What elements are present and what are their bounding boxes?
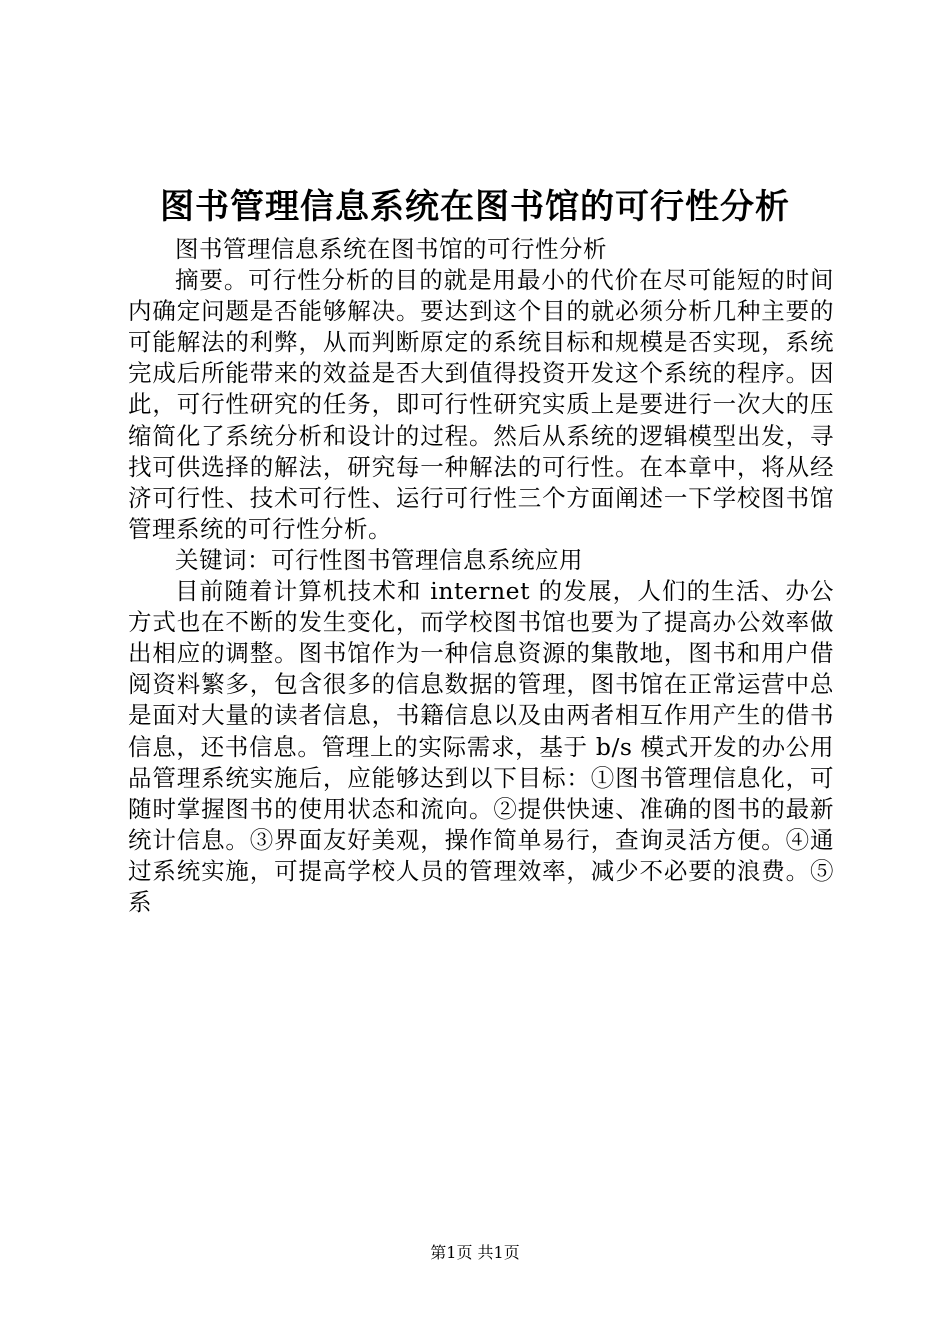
- subtitle-paragraph: 图书管理信息系统在图书馆的可行性分析: [175, 235, 607, 263]
- document-body: [128, 234, 834, 918]
- abstract-paragraph: 摘要。可行性分析的目的就是用最小的代价在尽可能短的时间内确定问题是否能够解决。要达到这个目的就必须分析几种主要的可能解法的利弊，从而判断原定的系统目标和规模是否实现，系统完成后所能带来的效益是否大到值得投资开发这个系统的程序。因此，可行性研究的任务，即可行性研究实质上是要进行一次大的压缩简化了系统分析和设计的过程。然后从系统的逻辑模型出发，寻找可供选择的解法，研究每一种解法的可行性。在本章中，将从经济可行性、技术可行性、运行可行性三个方面阐述一下学校图书馆管理系统的可行性分析。: [128, 266, 834, 543]
- body-paragraph: 目前随着计算机技术和 internet 的发展，人们的生活、办公方式也在不断的发生变化，而学校图书馆也要为了提高办公效率做出相应的调整。图书馆作为一种信息资源的集散地，图书和用户借阅资料繁多，包含很多的信息数据的管理，图书馆在正常运营中总是面对大量的读者信息，书籍信息以及由两者相互作用产生的借书信息，还书信息。管理上的实际需求，基于 b/s 模式开发的办公用品管理系统实施后，应能够达到以下目标：①图书管理信息化，可随时掌握图书的使用状态和流向。②提供快速、准确的图书的最新统计信息。③界面友好美观，操作简单易行，查询灵活方便。④通过系统实施，可提高学校人员的管理效率，减少不必要的浪费。⑤系: [128, 577, 834, 916]
- page-footer: 第1页 共1页: [430, 1243, 520, 1262]
- keywords-paragraph: 关键词：可行性图书管理信息系统应用: [175, 545, 583, 574]
- document-title: 图书管理信息系统在图书馆的可行性分析: [160, 187, 790, 227]
